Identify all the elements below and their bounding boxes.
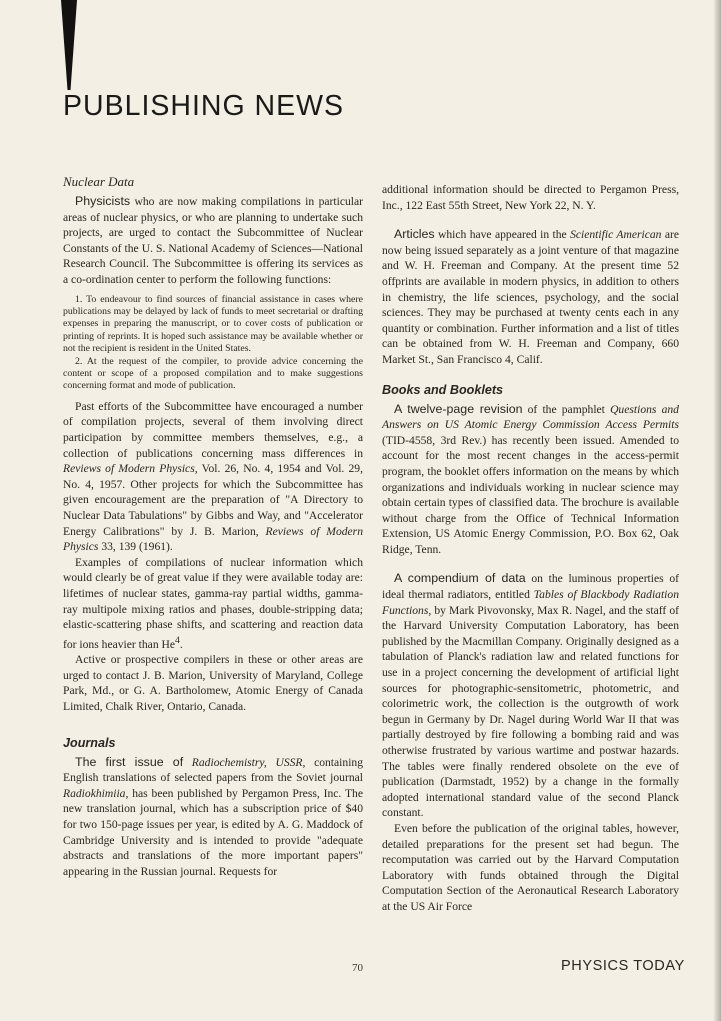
books-paragraph-2 [382,571,679,821]
lead-in-first-issue: The first issue of [75,754,184,769]
paragraph-text: . [179,637,183,651]
books-paragraph-1 [382,402,679,558]
paragraph-text: of the pamphlet [522,402,611,416]
paragraph-text: which have appeared in the [434,228,571,242]
journals-paragraph-1 [63,755,363,880]
journal-title: Radiokhimiia, [63,786,129,800]
paragraph-text: has been published by Pergamon Press, Inc. The new translation journal, which has a subscription price of $40 for two 150-page issues per year, is edited by A. G. Maddock of Cambridge University and is intended to provide "adequate abstracts and translations of the more important papers" appearing in the Russian journal. Requests for [63,786,363,878]
book-title: Tables of Blackbody Radiation Functions, [382,588,679,617]
paragraph-text: on the luminous properties of ideal thermal radiators, entitled [382,572,679,602]
section-heading-books: Books and Booklets [382,382,504,397]
right-column [382,182,679,915]
functions-list [63,294,363,393]
paragraph-text: 33, 139 (1961). [98,540,173,554]
section-heading-nuclear-data: Nuclear Data [63,174,135,189]
journal-title: Reviews of Modern Physics, [63,462,198,476]
paragraph-text: who are now making compilations in particular areas of nuclear physics, or who are planning to undertake such projects, are urged to contact the Subcommittee of Nuclear Constants of the U. S. National Academy of Sciences—National Research Council. The Subcommittee is offering its services as a co-ordination center to perform the following functions: [63,195,363,286]
left-column [63,174,363,879]
page-title: PUBLISHING NEWS [63,90,345,122]
pamphlet-title: Questions and Answers on US Atomic Energy Commission Access Permits [382,402,679,432]
page-edge-shadow [713,0,721,1021]
paragraph-text: containing English translations of selected papers from the Soviet journal [63,755,364,785]
paragraph-text: Past efforts of the Subcommittee have encouraged a number of compilation projects, several of them involving direct participation by committee members themselves, e.g., a collection of publications concerning mass differences in [63,399,363,460]
articles-paragraph [382,227,679,367]
magazine-title: Scientific American [570,228,662,242]
nuclear-data-paragraph-4: Active or prospective compilers in these or other areas are urged to contact J. B. Marion, University of Maryland, College Park, Md., or G. A. Bartholomew, Atomic Energy of Canada Limited, Chalk River, Ontario, Canada. [63,653,363,713]
section-heading-journals: Journals [63,735,116,750]
lead-in-revision: A twelve-page revision [394,401,523,416]
magazine-name: PHYSICS TODAY [561,958,685,974]
paragraph-text: by Mark Pivovonsky, Max R. Nagel, and the staff of the Harvard University Computation Laboratory, has been published by the Macmillan Company. Originally designed as a tabulation of Planck's radiation law and related functions for use in a project concerning the development of artificial light sources for photographic-sensitometric, photometric, and colorimetric work, the collection is the outgrowth of work begun in Germany by Dr. Nagel during World War II that was partially destroyed by fire following a bombing raid and was otherwise frustrated by various wartime and postwar hazards. The tables were finally rendered obsolete on the eve of publication (Darmstadt, 1952) by a change in the formally adopted international standard value of the second Planck constant. [382,603,679,820]
paragraph-text: are now being issued separately as a joint venture of that magazine and W. H. Freeman and Company. At the present time 52 offprints are available in modern physics, in addition to others in chemistry, the life sciences, psychology, and the social sciences. They may be purchased at twenty cents each in any quantity or combination. Further information and a list of titles can be obtained from W. H. Freeman and Company, 660 Market St., San Francisco 4, Calif. [382,228,679,366]
function-item-1: 1. To endeavour to find sources of financial assistance in cases where publications may be delayed by lack of funds to meet secretarial or drafting expenses in preparing the manuscript, or to cover costs of publication or printing of reprints. It is hoped such assistance may be available whether or not the recipient is resident in the United States. [63,293,363,355]
page-number: 70 [352,962,363,974]
superscript: 4 [175,634,180,646]
journal-title: Reviews of Modern Physics [63,524,363,554]
books-paragraph-3: Even before the publication of the original tables, however, detailed preparations for the present set had begun. The recomputation was carried out by the Harvard Computation Laboratory with funds obtained through the Digital Computation Section of the Aeronautical Research Laboratory at the US Air Force [382,821,679,913]
header-wedge-mark [61,0,77,90]
journals-continuation: additional information should be directed to Pergamon Press, Inc., 122 East 55th Street, New York 22, N. Y. [382,183,679,212]
lead-in-compendium: A compendium of data [394,571,526,586]
lead-in-articles: Articles [394,227,435,242]
paragraph-text: Examples of compilations of nuclear information which would clearly be of great value if they were available today are: lifetimes of nuclear states, gamma-ray partial widths, gamma-ray multipole mixing ratios and phases, double-stripping data; elastic-scattering phase shifts, and scattering and reaction data for ions heavier than He [63,555,363,651]
paragraph-text: (TID-4558, 3rd Rev.) has recently been issued. Amended to account for the most recent changes in the access-permit program, the booklet offers information on the means by which organizations and individuals working in nuclear science may obtain certain types of classified data. The brochure is available without charge from the Office of Technical Information Extension, US Atomic Energy Commission, P.O. Box 62, Oak Ridge, Tenn. [382,433,679,556]
nuclear-data-paragraph-2 [63,399,363,555]
nuclear-data-paragraph-3 [63,555,363,652]
journal-title: Radiochemistry, USSR, [191,755,306,769]
function-item-2: 2. At the request of the compiler, to provide advice concerning the content or scope of a proposed compilation and to make suggestions concerning format and mode of publication. [63,355,363,392]
nuclear-data-paragraph-1 [63,194,363,288]
paragraph-text: Vol. 26, No. 4, 1954 and Vol. 29, No. 4, 1957. Other projects for which the Subcommittee has given encouragement are the preparation of "A Directory to Nuclear Data Tabulations" by Gibbs and Way, and "Accelerator Energy Calibrations" by J. B. Marion, [63,462,364,538]
lead-in-physicists: Physicists [75,194,131,208]
